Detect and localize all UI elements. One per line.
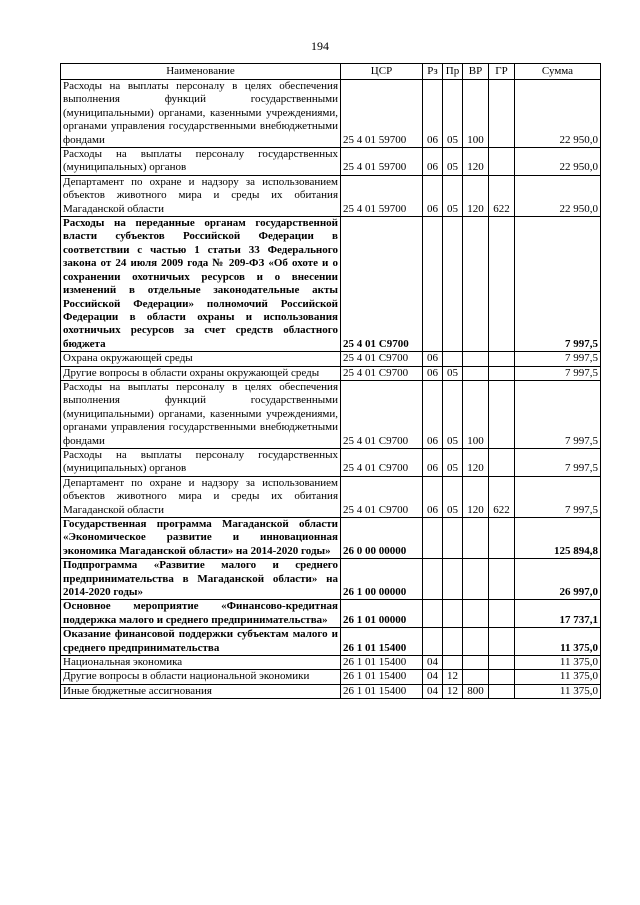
cell-sum: 26 997,0 bbox=[515, 559, 601, 600]
cell-sum: 22 950,0 bbox=[515, 148, 601, 176]
cell-csr: 26 1 01 15400 bbox=[341, 684, 423, 698]
cell-gr: 622 bbox=[489, 476, 515, 517]
cell-sum: 7 997,5 bbox=[515, 352, 601, 366]
cell-pr: 12 bbox=[443, 670, 463, 684]
cell-sum: 11 375,0 bbox=[515, 684, 601, 698]
cell-vr: 120 bbox=[463, 148, 489, 176]
cell-vr bbox=[463, 628, 489, 656]
cell-vr bbox=[463, 518, 489, 559]
table-row bbox=[61, 559, 601, 600]
cell-sum: 22 950,0 bbox=[515, 80, 601, 148]
cell-pr: 05 bbox=[443, 148, 463, 176]
table-row bbox=[61, 217, 601, 352]
cell-rz bbox=[423, 217, 443, 352]
cell-vr: 120 bbox=[463, 175, 489, 216]
cell-csr: 25 4 01 59700 bbox=[341, 80, 423, 148]
cell-rz bbox=[423, 518, 443, 559]
cell-pr bbox=[443, 559, 463, 600]
table-row bbox=[61, 175, 601, 216]
cell-name: Государственная программа Магаданской области «Экономическое развитие и инновационная экономика Магаданской области» на 2014-2020 годы» bbox=[61, 518, 341, 559]
cell-gr bbox=[489, 448, 515, 476]
cell-gr bbox=[489, 518, 515, 559]
cell-sum: 125 894,8 bbox=[515, 518, 601, 559]
cell-rz: 06 bbox=[423, 476, 443, 517]
cell-gr bbox=[489, 559, 515, 600]
cell-csr: 25 4 01 C9700 bbox=[341, 476, 423, 517]
cell-pr bbox=[443, 656, 463, 670]
column-header-pr: Пр bbox=[443, 64, 463, 80]
cell-pr bbox=[443, 518, 463, 559]
cell-name: Другие вопросы в области охраны окружающей среды bbox=[61, 366, 341, 380]
cell-name: Другие вопросы в области национальной экономики bbox=[61, 670, 341, 684]
cell-name: Основное мероприятие «Финансово-кредитная поддержка малого и среднего предпринимательства» bbox=[61, 600, 341, 628]
column-header-sum: Сумма bbox=[515, 64, 601, 80]
cell-csr: 26 1 01 15400 bbox=[341, 628, 423, 656]
cell-vr: 800 bbox=[463, 684, 489, 698]
column-header-name: Наименование bbox=[61, 64, 341, 80]
cell-vr: 120 bbox=[463, 448, 489, 476]
cell-rz: 06 bbox=[423, 148, 443, 176]
cell-vr bbox=[463, 559, 489, 600]
table-row bbox=[61, 518, 601, 559]
column-header-gr: ГР bbox=[489, 64, 515, 80]
cell-rz: 04 bbox=[423, 684, 443, 698]
budget-table bbox=[60, 63, 601, 699]
cell-csr: 25 4 01 C9700 bbox=[341, 366, 423, 380]
cell-gr bbox=[489, 670, 515, 684]
cell-vr bbox=[463, 366, 489, 380]
table-header-row bbox=[61, 64, 601, 80]
cell-gr bbox=[489, 80, 515, 148]
column-header-csr: ЦСР bbox=[341, 64, 423, 80]
cell-rz: 06 bbox=[423, 366, 443, 380]
cell-sum: 22 950,0 bbox=[515, 175, 601, 216]
cell-rz bbox=[423, 600, 443, 628]
cell-rz: 04 bbox=[423, 656, 443, 670]
cell-name: Иные бюджетные ассигнования bbox=[61, 684, 341, 698]
cell-csr: 25 4 01 59700 bbox=[341, 175, 423, 216]
cell-name: Расходы на выплаты персоналу в целях обеспечения выполнения функций государственными (муниципальными) органами, казенными учреждениями, органами управления государственными внебюджетными фондами bbox=[61, 380, 341, 448]
cell-name: Расходы на выплаты персоналу в целях обеспечения выполнения функций государственными (муниципальными) органами, казенными учреждениями, органами управления государственными внебюджетными фондами bbox=[61, 80, 341, 148]
cell-pr: 05 bbox=[443, 366, 463, 380]
cell-csr: 25 4 01 C9700 bbox=[341, 380, 423, 448]
cell-rz bbox=[423, 628, 443, 656]
cell-pr bbox=[443, 628, 463, 656]
cell-pr bbox=[443, 217, 463, 352]
cell-vr bbox=[463, 656, 489, 670]
cell-name: Департамент по охране и надзору за использованием объектов животного мира и среды их обитания Магаданской области bbox=[61, 175, 341, 216]
cell-sum: 7 997,5 bbox=[515, 380, 601, 448]
cell-sum: 11 375,0 bbox=[515, 670, 601, 684]
table-row bbox=[61, 380, 601, 448]
cell-gr bbox=[489, 148, 515, 176]
cell-gr bbox=[489, 217, 515, 352]
table-body bbox=[61, 80, 601, 699]
cell-rz: 06 bbox=[423, 175, 443, 216]
cell-gr bbox=[489, 600, 515, 628]
cell-name: Расходы на переданные органам государственной власти субъектов Российской Федерации в соответствии с частью 1 статьи 33 Федерального закона от 24 июля 2009 года № 209-ФЗ «Об охоте и о сохранении охотничьих ресурсов и о внесении изменений в отдельные законодательные акты Российской Федерации» полномочий Российской Федерации в области охраны и использования охотничьих ресурсов за счет средств областного бюджета bbox=[61, 217, 341, 352]
table-row bbox=[61, 684, 601, 698]
cell-vr: 120 bbox=[463, 476, 489, 517]
cell-vr bbox=[463, 600, 489, 628]
cell-csr: 25 4 01 C9700 bbox=[341, 352, 423, 366]
cell-rz bbox=[423, 559, 443, 600]
cell-gr bbox=[489, 352, 515, 366]
cell-sum: 7 997,5 bbox=[515, 448, 601, 476]
table-row bbox=[61, 628, 601, 656]
cell-name: Подпрограмма «Развитие малого и среднего предпринимательства в Магаданской области» на 2014-2020 годы» bbox=[61, 559, 341, 600]
cell-pr bbox=[443, 352, 463, 366]
cell-csr: 25 4 01 59700 bbox=[341, 148, 423, 176]
cell-csr: 25 4 01 C9700 bbox=[341, 448, 423, 476]
cell-rz: 06 bbox=[423, 352, 443, 366]
cell-gr bbox=[489, 380, 515, 448]
table-row bbox=[61, 352, 601, 366]
cell-sum: 7 997,5 bbox=[515, 366, 601, 380]
cell-sum: 11 375,0 bbox=[515, 656, 601, 670]
cell-csr: 25 4 01 C9700 bbox=[341, 217, 423, 352]
cell-pr: 05 bbox=[443, 175, 463, 216]
cell-rz: 06 bbox=[423, 80, 443, 148]
cell-csr: 26 1 01 15400 bbox=[341, 656, 423, 670]
table-row bbox=[61, 80, 601, 148]
cell-name: Охрана окружающей среды bbox=[61, 352, 341, 366]
cell-rz: 06 bbox=[423, 380, 443, 448]
cell-pr: 05 bbox=[443, 380, 463, 448]
page-number: 194 bbox=[311, 39, 329, 53]
cell-vr: 100 bbox=[463, 380, 489, 448]
column-header-vr: ВР bbox=[463, 64, 489, 80]
cell-gr bbox=[489, 628, 515, 656]
table-row bbox=[61, 448, 601, 476]
cell-vr bbox=[463, 217, 489, 352]
cell-csr: 26 1 01 15400 bbox=[341, 670, 423, 684]
cell-csr: 26 1 00 00000 bbox=[341, 559, 423, 600]
cell-sum: 7 997,5 bbox=[515, 217, 601, 352]
cell-name: Расходы на выплаты персоналу государственных (муниципальных) органов bbox=[61, 148, 341, 176]
cell-name: Департамент по охране и надзору за использованием объектов животного мира и среды их обитания Магаданской области bbox=[61, 476, 341, 517]
cell-csr: 26 0 00 00000 bbox=[341, 518, 423, 559]
cell-vr: 100 bbox=[463, 80, 489, 148]
cell-csr: 26 1 01 00000 bbox=[341, 600, 423, 628]
cell-sum: 11 375,0 bbox=[515, 628, 601, 656]
cell-name: Оказание финансовой поддержки субъектам малого и среднего предпринимательства bbox=[61, 628, 341, 656]
cell-pr: 05 bbox=[443, 476, 463, 517]
cell-rz: 04 bbox=[423, 670, 443, 684]
cell-name: Расходы на выплаты персоналу государственных (муниципальных) органов bbox=[61, 448, 341, 476]
cell-pr: 12 bbox=[443, 684, 463, 698]
cell-pr: 05 bbox=[443, 80, 463, 148]
cell-name: Национальная экономика bbox=[61, 656, 341, 670]
table-row bbox=[61, 670, 601, 684]
table-row bbox=[61, 366, 601, 380]
table-row bbox=[61, 148, 601, 176]
cell-gr bbox=[489, 684, 515, 698]
cell-sum: 7 997,5 bbox=[515, 476, 601, 517]
table-row bbox=[61, 476, 601, 517]
cell-gr bbox=[489, 366, 515, 380]
cell-rz: 06 bbox=[423, 448, 443, 476]
cell-vr bbox=[463, 352, 489, 366]
table-row bbox=[61, 656, 601, 670]
cell-pr: 05 bbox=[443, 448, 463, 476]
column-header-rz: Рз bbox=[423, 64, 443, 80]
cell-gr bbox=[489, 656, 515, 670]
cell-vr bbox=[463, 670, 489, 684]
cell-sum: 17 737,1 bbox=[515, 600, 601, 628]
cell-pr bbox=[443, 600, 463, 628]
cell-gr: 622 bbox=[489, 175, 515, 216]
table-row bbox=[61, 600, 601, 628]
